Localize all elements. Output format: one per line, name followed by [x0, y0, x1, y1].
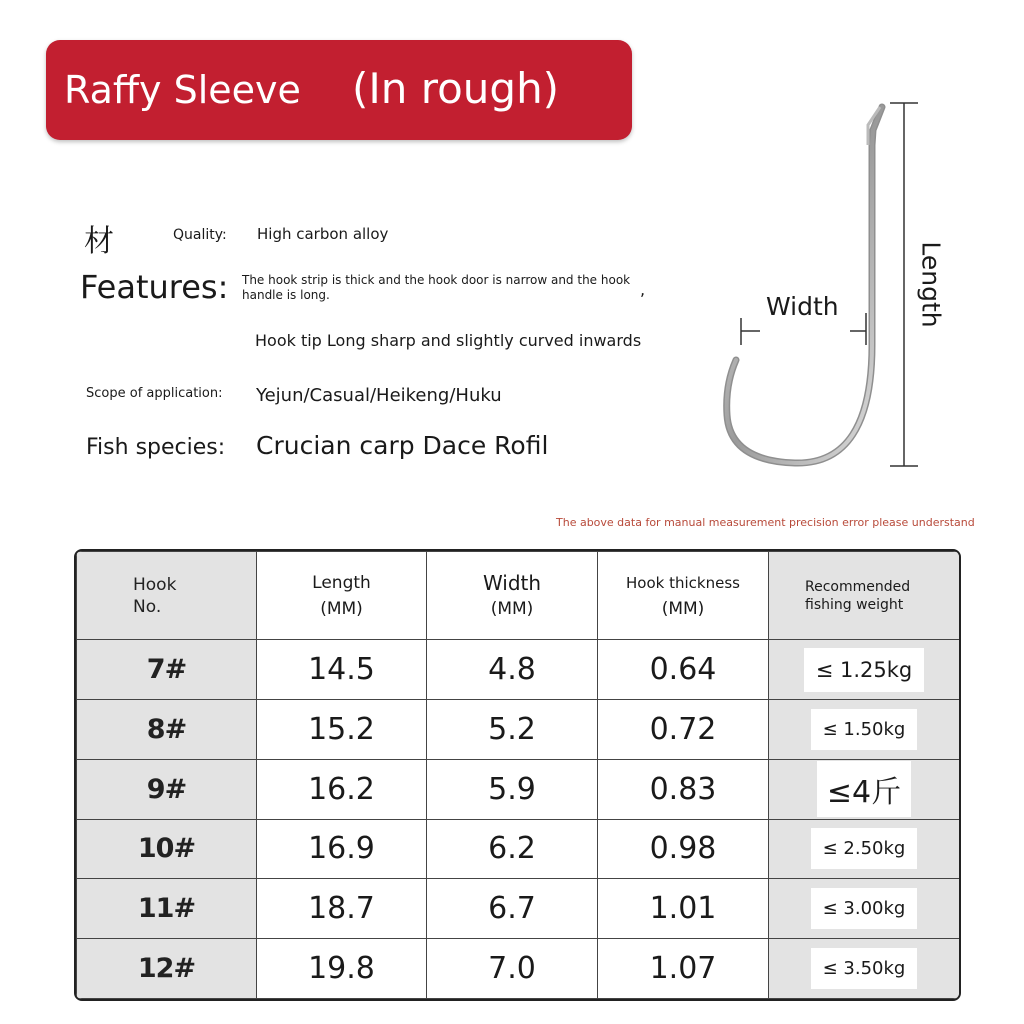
header-recommended-weight: Recommended fishing weight [769, 552, 960, 640]
hook-no-cell: 9# [77, 759, 257, 819]
features-line3: Hook tip Long sharp and slightly curved inwards [255, 331, 642, 350]
features-label: Features: [80, 268, 229, 306]
width-cell: 7.0 [427, 939, 598, 999]
hook-no-cell: 7# [77, 640, 257, 700]
rec-weight-cell: ≤4斤 [769, 759, 960, 819]
header-width: Width (MM) [427, 552, 598, 640]
thickness-cell: 0.64 [598, 640, 769, 700]
length-cell: 14.5 [257, 640, 427, 700]
hook-icon [727, 107, 882, 463]
rec-weight-cell: ≤ 1.50kg [769, 699, 960, 759]
table-row [77, 939, 960, 999]
material-char: 材 [84, 224, 114, 259]
fish-label: Fish species: [86, 435, 226, 460]
table-row [77, 640, 960, 700]
rec-weight-cell: ≤ 2.50kg [769, 819, 960, 879]
width-cell: 5.9 [427, 759, 598, 819]
features-line2: handle is long. [242, 288, 330, 302]
spec-table [74, 549, 961, 1001]
length-cell: 16.2 [257, 759, 427, 819]
thickness-cell: 0.83 [598, 759, 769, 819]
scope-label: Scope of application: [86, 386, 223, 401]
width-cell: 6.2 [427, 819, 598, 879]
rec-weight-cell: ≤ 3.00kg [769, 879, 960, 939]
length-cell: 18.7 [257, 879, 427, 939]
features-line1: The hook strip is thick and the hook door is narrow and the hook [242, 273, 631, 287]
banner-title: Raffy Sleeve [64, 68, 301, 112]
banner-subtitle: (In rough) [352, 64, 560, 113]
hook-no-cell: 11# [77, 879, 257, 939]
table-row [77, 819, 960, 879]
length-label: Length [916, 241, 946, 328]
table-row [77, 879, 960, 939]
width-cell: 5.2 [427, 699, 598, 759]
width-cell: 4.8 [427, 640, 598, 700]
header-length: Length (MM) [257, 552, 427, 640]
thickness-cell: 0.98 [598, 819, 769, 879]
thickness-cell: 0.72 [598, 699, 769, 759]
hook-no-cell: 12# [77, 939, 257, 999]
length-dimension-icon [890, 103, 918, 466]
fish-value: Crucian carp Dace Rofil [256, 431, 549, 460]
width-label: Width [766, 292, 839, 321]
header-hook-no: Hook No. [77, 552, 257, 640]
measurement-note: The above data for manual measurement precision error please understand [556, 516, 975, 529]
thickness-cell: 1.07 [598, 939, 769, 999]
quality-label: Quality: [173, 227, 227, 243]
rec-weight-cell: ≤ 1.25kg [769, 640, 960, 700]
rec-weight-cell: ≤ 3.50kg [769, 939, 960, 999]
hook-no-cell: 8# [77, 699, 257, 759]
features-comma: , [640, 280, 646, 299]
header-thickness: Hook thickness (MM) [598, 552, 769, 640]
quality-value: High carbon alloy [257, 225, 389, 243]
scope-value: Yejun/Casual/Heikeng/Huku [256, 385, 502, 406]
length-cell: 16.9 [257, 819, 427, 879]
title-banner [46, 40, 632, 140]
thickness-cell: 1.01 [598, 879, 769, 939]
length-cell: 19.8 [257, 939, 427, 999]
table-row [77, 699, 960, 759]
table-header-row [77, 552, 960, 640]
table-row [77, 759, 960, 819]
length-cell: 15.2 [257, 699, 427, 759]
width-cell: 6.7 [427, 879, 598, 939]
hook-no-cell: 10# [77, 819, 257, 879]
